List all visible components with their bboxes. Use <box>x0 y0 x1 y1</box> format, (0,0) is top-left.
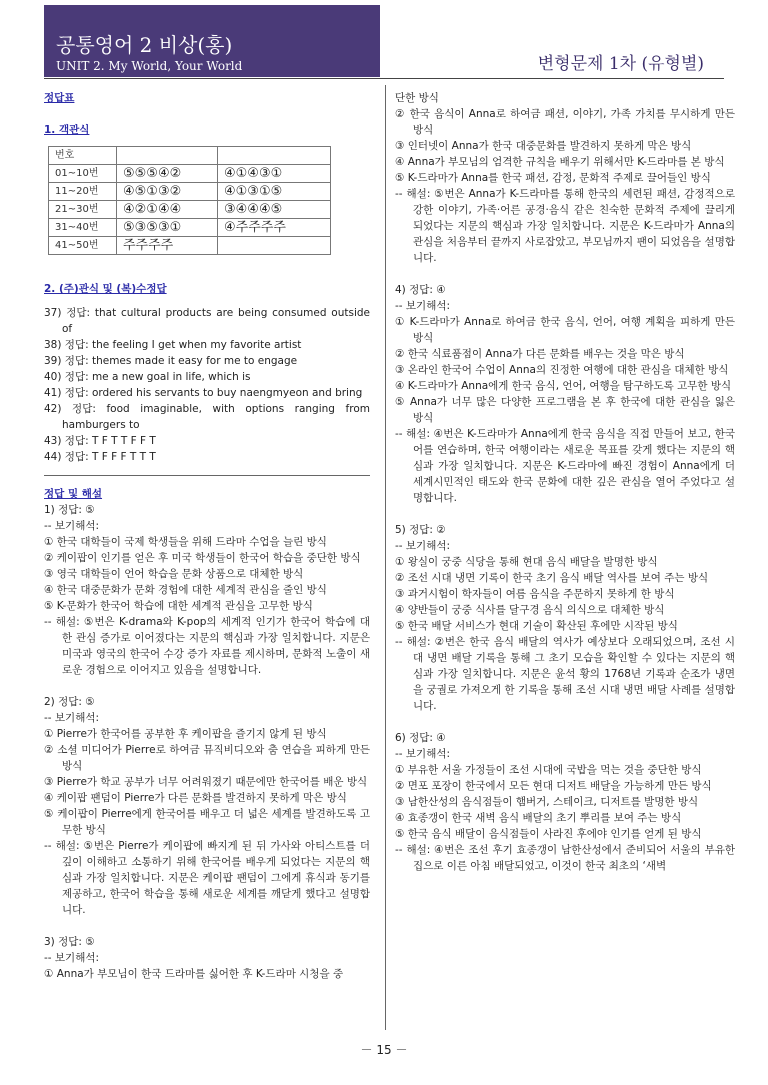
explanation-line: -- 해설: ②번은 한국 음식 배달의 역사가 예상보다 오래되었으며, 조선 시대 냉면 배달 기록을 통해 그 초기 모습을 확인할 수 있다는 지문의 핵심과 가장 일치합니다. 지문은 윤석 황의 1768년 기록과 순조가 냉면을 궁궐로 가져오게 한 기록을 통해 조선 시대 냉면 배달 사례를 설명합니다. <box>395 636 735 712</box>
subjective-answer-line: 38) 정답: the feeling I get when my favorite artist <box>44 339 302 351</box>
subjective-answers <box>44 305 374 465</box>
explanation-line: -- 해설: ⑤번은 Pierre가 케이팝에 빠지게 된 뒤 가사와 아티스트를 더 깊이 이해하고 소통하기 위해 한국어를 배우게 되었다는 지문의 핵심과 가장 일치합니다. 지문은 케이팝 팬덤이 그에게 휴식과 동기를 제공하고, 한국어 학습을 통해 새로운 세계를 깨닫게 했다고 설명합니다. <box>44 840 374 916</box>
explanation-line: ② 조선 시대 냉면 기록이 한국 초기 음식 배달 역사를 보여 주는 방식 <box>395 572 709 584</box>
explanation-line: ③ 인터넷이 Anna가 한국 대중문화를 발견하지 못하게 막은 방식 <box>395 140 692 152</box>
left-column <box>44 90 374 982</box>
explanation-line: ② 한국 음식이 Anna로 하여금 패션, 이야기, 가족 가치를 무시하게 만든 방식 <box>395 108 739 136</box>
explanation-line: ⑤ Anna가 너무 많은 다양한 프로그램을 본 후 한국에 대한 관심을 잃은 방식 <box>395 396 739 424</box>
unit-subtitle: UNIT 2. My World, Your World <box>56 59 243 73</box>
subjective-answer-line: 42) 정답: food imaginable, with options ranging from hamburgers to <box>44 403 374 431</box>
exam-type-title: 변형문제 1차 (유형별) <box>537 54 704 74</box>
explanation-line: ③ Pierre가 학교 공부가 너무 어려워졌기 때문에만 한국어를 배운 방식 <box>44 776 368 788</box>
explanation-line: -- 보기해석: <box>44 520 100 532</box>
explanation-line <box>395 714 735 730</box>
explanation-line: ④ 효종갱이 한국 새벽 음식 배달의 초기 뿌리를 보여 주는 방식 <box>395 812 682 824</box>
explanation-line: -- 해설: ④번은 K-드라마가 Anna에게 한국 음식을 직접 만들어 보고, 한국어를 연습하며, 한국 여행이라는 새로운 목표를 갖게 했다는 지문의 핵심과 가장 일치합니다. 지문은 K-드라마에 빠진 경험이 Anna에게 더 세계시민적인 태도와 한국 문화에 대한 깊은 관심을 열어 주었다고 설명합니다. <box>395 428 739 504</box>
explanation-line: 3) 정답: ⑤ <box>44 936 95 948</box>
subjective-answer-line: 40) 정답: me a new goal in life, which is <box>44 371 251 383</box>
table-row <box>49 237 331 255</box>
table-row <box>49 201 331 219</box>
subjective-answer-line: 44) 정답: T F F F T T T <box>44 451 156 463</box>
explanation-line: ② 소셜 미디어가 Pierre로 하여금 뮤직비디오와 춤 연습을 피하게 만든 방식 <box>44 744 374 772</box>
explanation-line: ① 왕실이 궁중 식당을 통해 현대 음식 배달을 발명한 방식 <box>395 556 658 568</box>
subjective-answer-line: 43) 정답: T F T T F F T <box>44 435 156 447</box>
row-label: 31~40번 <box>49 219 117 237</box>
explanation-line: ③ 남한산성의 음식점들이 햄버거, 스테이크, 디저트를 발명한 방식 <box>395 796 699 808</box>
answer-cell: 주주주주 <box>117 237 218 255</box>
explanation-line: ⑤ 한국 음식 배달이 음식점들이 사라진 후에야 인기를 얻게 된 방식 <box>395 828 702 840</box>
textbook-title: 공통영어 2 비상(홍) <box>56 33 233 57</box>
explanation-line: ① 한국 대학들이 국제 학생들을 위해 드라마 수업을 늘린 방식 <box>44 536 327 548</box>
header-banner <box>44 5 380 77</box>
page-number: － 15 － <box>360 1043 408 1057</box>
explanation-line: ⑤ K-드라마가 Anna를 한국 패션, 감정, 문화적 주제로 끌어들인 방식 <box>395 172 711 184</box>
row-label: 41~50번 <box>49 237 117 255</box>
explanation-line: -- 해설: ⑤번은 Anna가 K-드라마를 통해 한국의 세련된 패션, 감정적으로 강한 이야기, 가족·어른 공경·음식 같은 친숙한 문화적 주제에 끌리게 되었다는 지문의 핵심과 가장 일치합니다. 지문은 K-드라마가 Anna의 관심을 처음부터 끝까지 사로잡았고, 부모님까지 팬이 되었음을 설명합니다. <box>395 188 739 264</box>
explanation-line: -- 해설: ④번은 조선 후기 효종갱이 남한산성에서 준비되어 서울의 부유한 집으로 이른 아침 배달되었고, 이것이 한국 최초의 ‘새벽 <box>395 844 739 872</box>
explanation-list <box>44 502 374 982</box>
subjective-answer-line: 37) 정답: that cultural products are being consumed outside of <box>44 307 374 335</box>
row-label: 01~10번 <box>49 165 117 183</box>
explanation-line: -- 보기해석: <box>44 952 100 964</box>
explanation-line <box>395 266 735 282</box>
multiple-choice-title: 1. 객관식 <box>44 124 90 136</box>
explanation-line: 4) 정답: ④ <box>395 284 446 296</box>
explanation-line: 2) 정답: ⑤ <box>44 696 95 708</box>
explanation-line: ② 케이팝이 인기를 얻은 후 미국 학생들이 한국어 학습을 중단한 방식 <box>44 552 361 564</box>
header-divider <box>44 78 724 79</box>
explanation-line: -- 보기해석: <box>44 712 100 724</box>
explanation-line: ④ Anna가 부모님의 엄격한 규칙을 배우기 위해서만 K-드라마를 본 방식 <box>395 156 725 168</box>
explanation-title: 정답 및 해설 <box>44 488 103 500</box>
answer-cell: ③④④④⑤ <box>218 201 331 219</box>
answer-cell: ⑤⑤⑤④② <box>117 165 218 183</box>
answer-cell <box>218 237 331 255</box>
answer-cell: ④주주주주 <box>218 219 331 237</box>
explanation-line: 6) 정답: ④ <box>395 732 446 744</box>
explanation-line: -- 보기해석: <box>395 540 451 552</box>
explanation-line: ② 한국 식료품점이 Anna가 다른 문화를 배우는 것을 막은 방식 <box>395 348 685 360</box>
subjective-answer-line: 39) 정답: themes made it easy for me to engage <box>44 355 298 367</box>
answer-key-title: 정답표 <box>44 92 75 104</box>
right-column <box>395 90 739 874</box>
explanation-line: -- 보기해석: <box>395 300 451 312</box>
subjective-title: 2. (주)관식 및 (복)수정답 <box>44 283 167 295</box>
section-divider <box>44 475 370 476</box>
explanation-line: ① Pierre가 한국어를 공부한 후 케이팝을 즐기지 않게 된 방식 <box>44 728 327 740</box>
explanation-line: ① 부유한 서울 가정들이 조선 시대에 국밥을 먹는 것을 중단한 방식 <box>395 764 702 776</box>
table-row <box>49 165 331 183</box>
explanation-line: 1) 정답: ⑤ <box>44 504 95 516</box>
column-divider <box>385 85 386 1030</box>
table-row <box>49 219 331 237</box>
explanation-line: ④ 케이팝 팬덤이 Pierre가 다른 문화를 발견하지 못하게 막은 방식 <box>44 792 347 804</box>
explanation-line: ③ 과거시험이 학자들이 여름 음식을 주문하지 못하게 한 방식 <box>395 588 675 600</box>
explanation-line: ⑤ K-문화가 한국어 학습에 대한 세계적 관심을 고무한 방식 <box>44 600 313 612</box>
explanation-line: ③ 온라인 한국어 수업이 Anna의 진정한 여행에 대한 관심을 대체한 방식 <box>395 364 729 376</box>
explanation-line: ④ K-드라마가 Anna에게 한국 음식, 언어, 여행을 탐구하도록 고무한 방식 <box>395 380 732 392</box>
explanation-line: ① K-드라마가 Anna로 하여금 한국 음식, 언어, 여행 계획을 피하게 만든 방식 <box>395 316 739 344</box>
explanation-line: ④ 양반들이 궁중 식사를 달구경 음식 의식으로 대체한 방식 <box>395 604 665 616</box>
row-label: 21~30번 <box>49 201 117 219</box>
explanation-line: ② 면포 포장이 한국에서 모든 현대 디저트 배달을 가능하게 만든 방식 <box>395 780 712 792</box>
answer-cell: ④①③①⑤ <box>218 183 331 201</box>
explanation-line: ③ 영국 대학들이 언어 학습을 문화 상품으로 대체한 방식 <box>44 568 304 580</box>
explanation-line: ⑤ 한국 배달 서비스가 현대 기술이 확산된 후에만 시작된 방식 <box>395 620 678 632</box>
row-label: 11~20번 <box>49 183 117 201</box>
explanation-line: ④ 한국 대중문화가 문화 경험에 대한 세계적 관심을 줄인 방식 <box>44 584 327 596</box>
answer-table <box>48 146 331 255</box>
answer-cell: ④②①④④ <box>117 201 218 219</box>
explanation-line: ① Anna가 부모님이 한국 드라마를 싫어한 후 K-드라마 시청을 중 <box>44 968 344 980</box>
explanation-line: 단한 방식 <box>395 92 439 104</box>
explanation-line <box>395 506 735 522</box>
explanation-line <box>44 918 370 934</box>
subjective-answer-line: 41) 정답: ordered his servants to buy naengmyeon and bring <box>44 387 363 399</box>
explanation-line: -- 보기해석: <box>395 748 451 760</box>
explanation-line: -- 해설: ⑤번은 K-drama와 K-pop의 세계적 인기가 한국어 학습에 대한 관심 증가로 이어졌다는 지문의 핵심과 가장 일치합니다. 지문은 미국과 영국의 한국어 수강 증가 자료를 제시하며, 문화적 노출이 새로운 경험으로 이어지고 있음을 설명합니다. <box>44 616 374 676</box>
table-header-row <box>49 147 331 165</box>
answer-cell: ④①④③① <box>218 165 331 183</box>
answer-cell: ⑤③⑤③① <box>117 219 218 237</box>
table-row <box>49 183 331 201</box>
explanation-list-continued <box>395 90 739 874</box>
answer-cell: ④⑤①③② <box>117 183 218 201</box>
explanation-line: ⑤ 케이팝이 Pierre에게 한국어를 배우고 더 넓은 세계를 발견하도록 고무한 방식 <box>44 808 370 836</box>
explanation-line: 5) 정답: ② <box>395 524 446 536</box>
table-header-cell: 번호 <box>49 147 117 165</box>
explanation-line <box>44 678 370 694</box>
